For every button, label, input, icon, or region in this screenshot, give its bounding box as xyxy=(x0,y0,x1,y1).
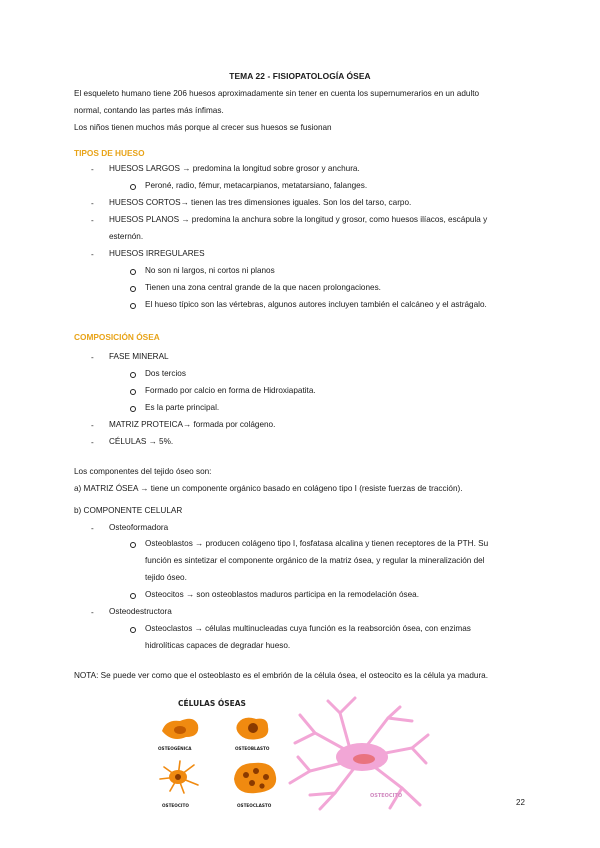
figure-title: CÉLULAS ÓSEAS xyxy=(178,699,246,708)
bullet-circle xyxy=(130,303,136,309)
osteogenic-label: OSTEOGÉNICA xyxy=(158,746,192,751)
osteocyte-large-label: OSTEOCITO xyxy=(370,793,403,799)
bullet-circle xyxy=(130,593,136,599)
sub-list-item: No son ni largos, ni cortos ni planos xyxy=(145,266,275,275)
osteocyte-small-illustration xyxy=(160,761,198,793)
page-title: TEMA 22 - FISIOPATOLOGÍA ÓSEA xyxy=(229,71,371,81)
sub-list-item-cont: hidrolíticas capaces de degradar hueso. xyxy=(145,641,291,650)
list-item: HUESOS PLANOS → predomina la anchura sobre la longitud y grosor, como huesos ilíacos, escápula y xyxy=(109,215,488,224)
intro-line: Los niños tienen muchos más porque al crecer sus huesos se fusionan xyxy=(74,123,332,132)
sub-list-item: Peroné, radio, fémur, metacarpianos, metatarsiano, falanges. xyxy=(145,181,368,190)
list-item: HUESOS CORTOS→ tienen las tres dimensiones iguales. Son los del tarso, carpo. xyxy=(109,198,412,207)
list-dash: - xyxy=(91,250,94,259)
osteocyte-large-illustration xyxy=(290,698,428,809)
list-dash: - xyxy=(91,438,94,447)
osteoclast-label: OSTEOCLASTO xyxy=(237,803,272,808)
bullet-circle xyxy=(130,389,136,395)
bullet-circle xyxy=(130,627,136,633)
sub-list-item: Osteocitos → son osteoblastos maduros participa en la remodelación ósea. xyxy=(145,590,419,599)
sub-list-item: Osteoblastos → producen colágeno tipo I, fosfatasa alcalina y tienen receptores de la PTH. Su xyxy=(145,539,489,548)
list-item: MATRIZ PROTEICA→ formada por colágeno. xyxy=(109,420,276,429)
bullet-circle xyxy=(130,286,136,292)
list-item: HUESOS IRREGULARES xyxy=(109,249,205,258)
list-dash: - xyxy=(91,216,94,225)
sub-list-item: Es la parte principal. xyxy=(145,403,220,412)
osteoclast-cell-shape xyxy=(234,763,276,793)
bullet-circle xyxy=(130,542,136,548)
sub-list-item: Osteoclastos → células multinucleadas cuya función es la reabsorción ósea, con enzimas xyxy=(145,624,471,633)
bullet-circle xyxy=(130,372,136,378)
osteoblast-nucleus xyxy=(248,723,258,733)
list-dash: - xyxy=(91,608,94,617)
list-dash: - xyxy=(91,524,94,533)
bullet-circle xyxy=(130,406,136,412)
list-item: Osteoformadora xyxy=(109,523,169,532)
list-dash: - xyxy=(91,199,94,208)
page-number: 22 xyxy=(516,798,525,807)
paragraph: a) MATRIZ ÓSEA → tiene un componente orgánico basado en colágeno tipo I (resiste fuerzas de tracción). xyxy=(74,484,463,493)
bullet-circle xyxy=(130,184,136,190)
sub-list-item-cont: tejido óseo. xyxy=(145,573,187,582)
note: NOTA: Se puede ver como que el osteoblasto es el embrión de la célula ósea, el osteocito es la célula ya madura. xyxy=(74,671,489,680)
sub-list-item: Formado por calcio en forma de Hidroxiapatita. xyxy=(145,386,316,395)
bullet-circle xyxy=(130,269,136,275)
bone-cells-figure xyxy=(150,693,430,811)
sub-list-item: Tienen una zona central grande de la que nacen prolongaciones. xyxy=(145,283,381,292)
paragraph: b) COMPONENTE CELULAR xyxy=(74,506,183,515)
list-item: CÉLULAS → 5%. xyxy=(109,437,174,446)
sub-list-item: El hueso típico son las vértebras, algunos autores incluyen también el calcáneo y el astrágalo. xyxy=(145,300,487,309)
osteoblast-label: OSTEOBLASTO xyxy=(235,746,270,751)
intro-line: normal, contando las partes más ínfimas. xyxy=(74,106,224,115)
section-heading-composicion: COMPOSICIÓN ÓSEA xyxy=(74,332,160,342)
list-dash: - xyxy=(91,353,94,362)
list-dash: - xyxy=(91,165,94,174)
osteogenic-nucleus xyxy=(174,726,186,734)
list-dash: - xyxy=(91,421,94,430)
section-heading-tipos: TIPOS DE HUESO xyxy=(74,148,145,158)
sub-list-item-cont: función es sintetizar el componente orgánico de la matriz ósea, y regular la mineralización del xyxy=(145,556,485,565)
sub-list-item: Dos tercios xyxy=(145,369,186,378)
paragraph: Los componentes del tejido óseo son: xyxy=(74,467,212,476)
intro-line: El esqueleto humano tiene 206 huesos aproximadamente sin tener en cuenta los supernumerarios en un adulto xyxy=(74,89,480,98)
list-item-cont: esternón. xyxy=(109,232,144,241)
list-item: HUESOS LARGOS → predomina la longitud sobre grosor y anchura. xyxy=(109,164,360,173)
list-item: Osteodestructora xyxy=(109,607,172,616)
osteocyte-small-label: OSTEOCITO xyxy=(162,803,189,808)
list-item: FASE MINERAL xyxy=(109,352,169,361)
